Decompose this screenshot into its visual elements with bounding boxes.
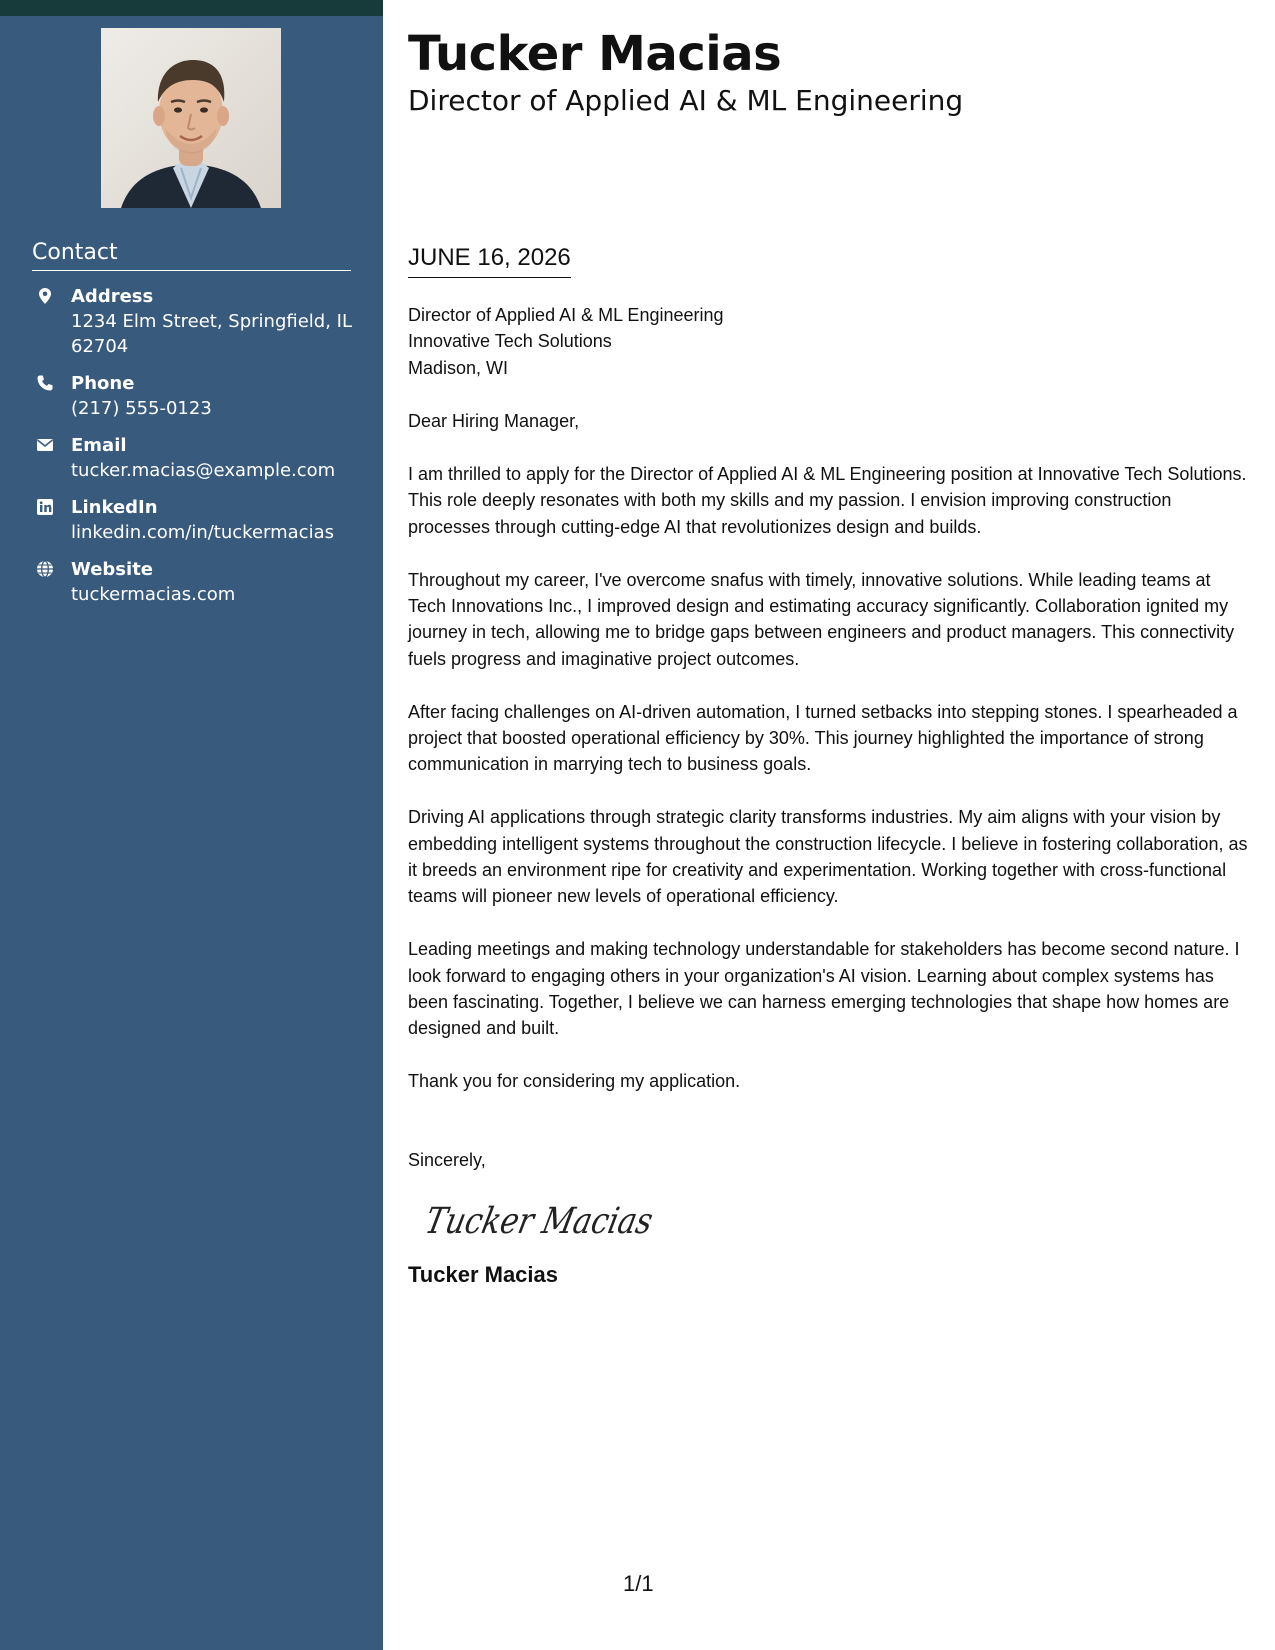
contact-value: (217) 555-0123	[71, 398, 212, 419]
contact-list	[32, 284, 362, 619]
phone-icon	[36, 374, 54, 392]
greeting: Dear Hiring Manager,	[408, 411, 580, 432]
profile-photo	[101, 28, 281, 208]
thanks-line: Thank you for considering my application.	[408, 1071, 741, 1092]
contact-item-website	[32, 557, 362, 607]
letter-paragraph: Leading meetings and making technology understandable for stakeholders has become second nature. I look forward to engaging others in your organization's AI vision. Learning about complex systems has been fascinating. Together, I believe we can harness emerging technologies that shape how homes are designed and built.	[408, 939, 1240, 1039]
recipient-company: Innovative Tech Solutions	[408, 331, 612, 352]
letter-paragraph: Driving AI applications through strategic clarity transforms industries. My aim aligns with your vision by embedding intelligent systems throughout the construction lifecycle. I believe in fostering collaboration, as it breeds an environment ripe for creativity and experimentation. Working together with cross-functional teams will pioneer new levels of operational efficiency.	[408, 807, 1248, 907]
envelope-icon	[36, 436, 54, 454]
recipient-block	[408, 302, 1253, 381]
avatar	[101, 28, 281, 208]
contact-item-linkedin	[32, 495, 362, 545]
contact-label: Email	[71, 435, 127, 456]
contact-value: linkedin.com/in/tuckermacias	[71, 522, 334, 543]
linkedin-icon	[36, 498, 54, 516]
contact-label: Phone	[71, 373, 135, 394]
sidebar	[0, 0, 383, 1650]
closing-line: Sincerely,	[408, 1149, 486, 1170]
contact-item-email	[32, 433, 362, 483]
applicant-name: Tucker Macias	[408, 26, 782, 82]
globe-icon	[36, 560, 54, 578]
recipient-location: Madison, WI	[408, 357, 509, 378]
contact-item-phone	[32, 371, 362, 421]
letter-body	[408, 302, 1253, 1289]
contact-label: Website	[71, 559, 154, 580]
contact-item-address	[32, 284, 362, 359]
letter-paragraph: Throughout my career, I've overcome snafus with timely, innovative solutions. While leading teams at Tech Innovations Inc., I improved design and estimating accuracy significantly. Collaboration ignited my journey in tech, allowing me to bridge gaps between engineers and product managers. This connectivity fuels progress and imaginative project outcomes.	[408, 569, 1235, 669]
contact-value: 1234 Elm Street, Springfield, IL 62704	[71, 311, 353, 357]
page-number: 1/1	[623, 1571, 654, 1596]
map-pin-icon	[36, 287, 54, 305]
contact-heading: Contact	[32, 240, 351, 271]
signature-image	[421, 1193, 700, 1247]
contact-value: tucker.macias@example.com	[71, 460, 336, 481]
applicant-title: Director of Applied AI & ML Engineering	[408, 84, 964, 117]
letter-paragraph: I am thrilled to apply for the Director of Applied AI & ML Engineering position at Innovative Tech Solutions. This role deeply resonates with both my skills and my passion. I envision improving construction processes through cutting-edge AI that revolutionizes design and builds.	[408, 464, 1247, 537]
contact-label: LinkedIn	[71, 497, 158, 518]
signer-name: Tucker Macias	[408, 1262, 559, 1288]
signature-text: Tucker Macias	[421, 1199, 700, 1242]
contact-label: Address	[71, 286, 154, 307]
signature	[422, 1193, 1253, 1247]
letter-paragraph: After facing challenges on AI-driven automation, I turned setbacks into stepping stones. I spearheaded a project that boosted operational efficiency by 30%. This journey highlighted the importance of strong communication in marrying tech to business goals.	[408, 701, 1238, 775]
recipient-title: Director of Applied AI & ML Engineering	[408, 305, 724, 325]
letter-date: JUNE 16, 2026	[408, 243, 571, 278]
contact-value: tuckermacias.com	[71, 584, 236, 605]
sidebar-top-bar	[0, 0, 383, 16]
